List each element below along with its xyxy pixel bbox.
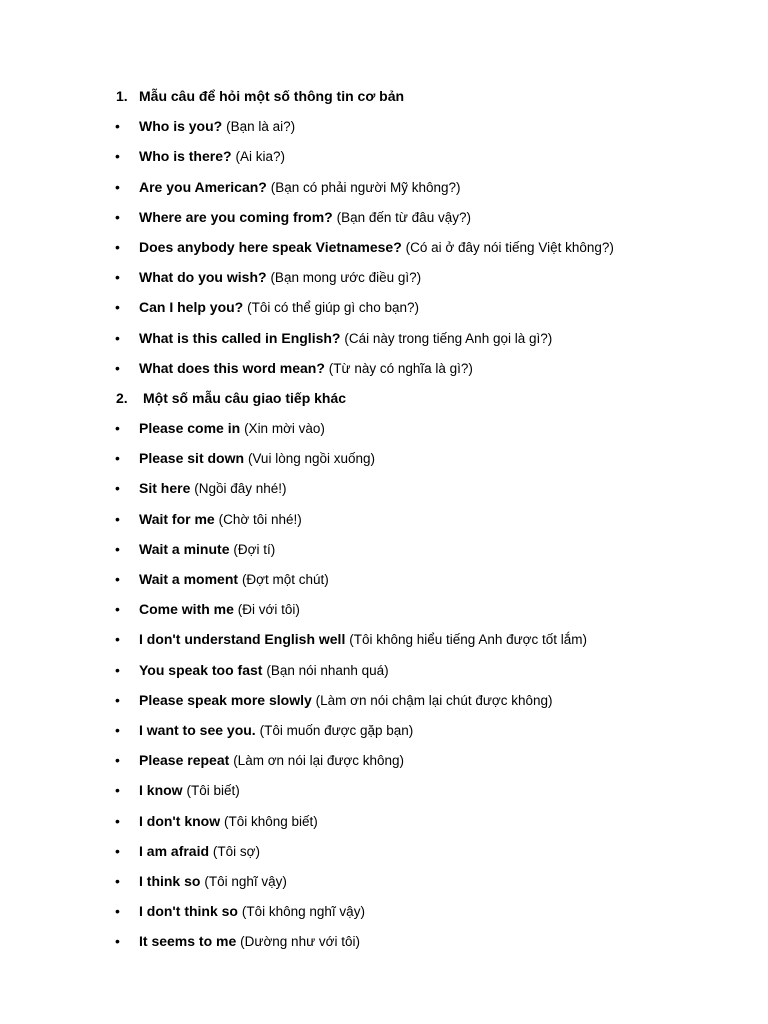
list-item [0,295,768,325]
phrase-vietnamese: (Bạn là ai?) [226,119,296,135]
list-item [0,446,768,476]
phrase-english: Who is there? [139,148,232,165]
bullet-icon: • [115,872,120,889]
list-item [0,748,768,778]
phrase-english: Please speak more slowly [139,691,312,708]
section-number: 1. [116,88,128,104]
phrase-english: Wait a minute [139,540,230,557]
bullet-icon: • [115,903,120,920]
bullet-icon: • [115,510,120,527]
list-item [0,144,768,174]
phrase-english: I am afraid [139,842,210,859]
list-item [0,929,768,959]
phrase-vietnamese: (Tôi có thể giúp gì cho bạn?) [247,300,419,316]
phrase-vietnamese: (Tôi không hiểu tiếng Anh được tốt lắm) [349,632,588,648]
list-item [0,809,768,839]
list-item [0,265,768,295]
bullet-icon: • [115,299,120,316]
phrase-english: Where are you coming from? [139,208,333,225]
bullet-icon: • [115,148,120,165]
bullet-icon: • [115,752,120,769]
phrase-vietnamese: (Tôi không nghĩ vậy) [241,904,365,920]
phrase-vietnamese: (Bạn nói nhanh quá) [266,662,389,678]
bullet-icon: • [115,450,120,467]
phrase-english: Can I help you? [139,299,244,316]
phrase-vietnamese: (Bạn có phải người Mỹ không?) [270,179,461,195]
bullet-icon: • [115,933,120,950]
bullet-icon: • [115,540,120,557]
phrase-vietnamese: (Làm ơn nói chậm lại chút được không) [315,692,553,708]
bullet-icon: • [115,420,120,437]
section-heading [0,84,768,114]
section-number: 2. [116,389,128,406]
phrase-vietnamese: (Đợt một chút) [241,572,329,587]
list-item [0,718,768,748]
phrase-vietnamese: (Tôi biết) [186,783,240,799]
list-item [0,899,768,929]
bullet-icon: • [115,812,120,829]
section-heading [0,386,768,416]
phrase-vietnamese: (Bạn đến từ đâu vậy?) [336,209,471,225]
phrase-english: Come with me [139,601,234,618]
phrase-english: Does anybody here speak Vietnamese? [139,238,402,255]
list-item [0,627,768,657]
phrase-english: Wait for me [139,510,215,527]
list-item [0,205,768,235]
phrase-vietnamese: (Làm ơn nói lại được không) [233,753,405,769]
list-item [0,597,768,627]
section-title: Một số mẫu câu giao tiếp khác [143,389,347,406]
phrase-english: I don't think so [139,903,238,920]
list-item [0,567,768,597]
phrase-english: What does this word mean? [139,359,325,376]
bullet-icon: • [115,691,120,708]
phrase-english: Please repeat [139,752,230,769]
phrase-vietnamese: (Dường như với tôi) [240,934,360,950]
phrase-vietnamese: (Từ này có nghĩa là gì?) [328,360,473,376]
phrase-vietnamese: (Chờ tôi nhé!) [218,511,302,527]
bullet-icon: • [115,601,120,618]
bullet-icon: • [115,269,120,286]
phrase-english: Are you American? [139,178,267,195]
list-item [0,326,768,356]
bullet-icon: • [115,359,120,376]
phrase-vietnamese: (Đợi tí) [233,541,276,557]
bullet-icon: • [115,721,120,738]
phrase-english: I don't understand English well [139,631,346,648]
bullet-icon: • [115,631,120,648]
phrase-english: Please sit down [139,450,245,467]
phrase-english: I know [139,782,183,799]
phrase-vietnamese: (Đi với tôi) [237,602,300,618]
bullet-icon: • [115,178,120,195]
list-item [0,476,768,506]
phrase-vietnamese: (Ngồi đây nhé!) [194,481,287,497]
phrase-english: It seems to me [139,933,237,950]
bullet-icon: • [115,571,120,587]
bullet-icon: • [115,238,120,255]
bullet-icon: • [115,118,120,135]
phrase-english: Sit here [139,480,191,497]
bullet-icon: • [115,661,120,678]
phrase-english: I want to see you. [139,721,256,738]
list-item [0,869,768,899]
list-item [0,235,768,265]
phrase-vietnamese: (Tôi muốn được gặp bạn) [259,722,414,738]
phrase-vietnamese: (Xin mời vào) [244,421,325,437]
list-item [0,416,768,446]
phrase-vietnamese: (Cái này trong tiếng Anh gọi là gì?) [344,330,553,346]
list-item [0,356,768,386]
list-item [0,537,768,567]
phrase-vietnamese: (Có ai ở đây nói tiếng Việt không?) [405,239,614,255]
phrase-vietnamese: (Bạn mong ước điều gì?) [270,270,422,286]
phrase-english: I don't know [139,812,221,829]
bullet-icon: • [115,208,120,225]
phrase-english: What do you wish? [139,269,267,286]
list-item [0,839,768,869]
phrase-vietnamese: (Vui lòng ngồi xuống) [247,451,376,467]
list-item [0,114,768,144]
phrase-vietnamese: (Tôi sợ) [212,843,261,859]
bullet-icon: • [115,782,120,799]
phrase-english: Please come in [139,420,241,437]
phrase-vietnamese: (Tôi không biết) [224,813,318,829]
bullet-icon: • [115,480,120,497]
phrase-vietnamese: (Tôi nghĩ vậy) [204,873,287,889]
phrase-english: Who is you? [139,118,223,135]
phrase-english: You speak too fast [139,661,263,678]
list-item [0,688,768,718]
document-body [0,84,768,959]
bullet-icon: • [115,842,120,859]
list-item [0,778,768,808]
phrase-english: What is this called in English? [139,329,341,346]
bullet-icon: • [115,329,120,346]
phrase-english: Wait a moment [139,571,239,587]
list-item [0,507,768,537]
phrase-vietnamese: (Ai kia?) [235,149,285,165]
section-title: Mẫu câu để hỏi một số thông tin cơ bản [139,88,405,104]
list-item [0,175,768,205]
phrase-english: I think so [139,872,201,889]
list-item [0,658,768,688]
